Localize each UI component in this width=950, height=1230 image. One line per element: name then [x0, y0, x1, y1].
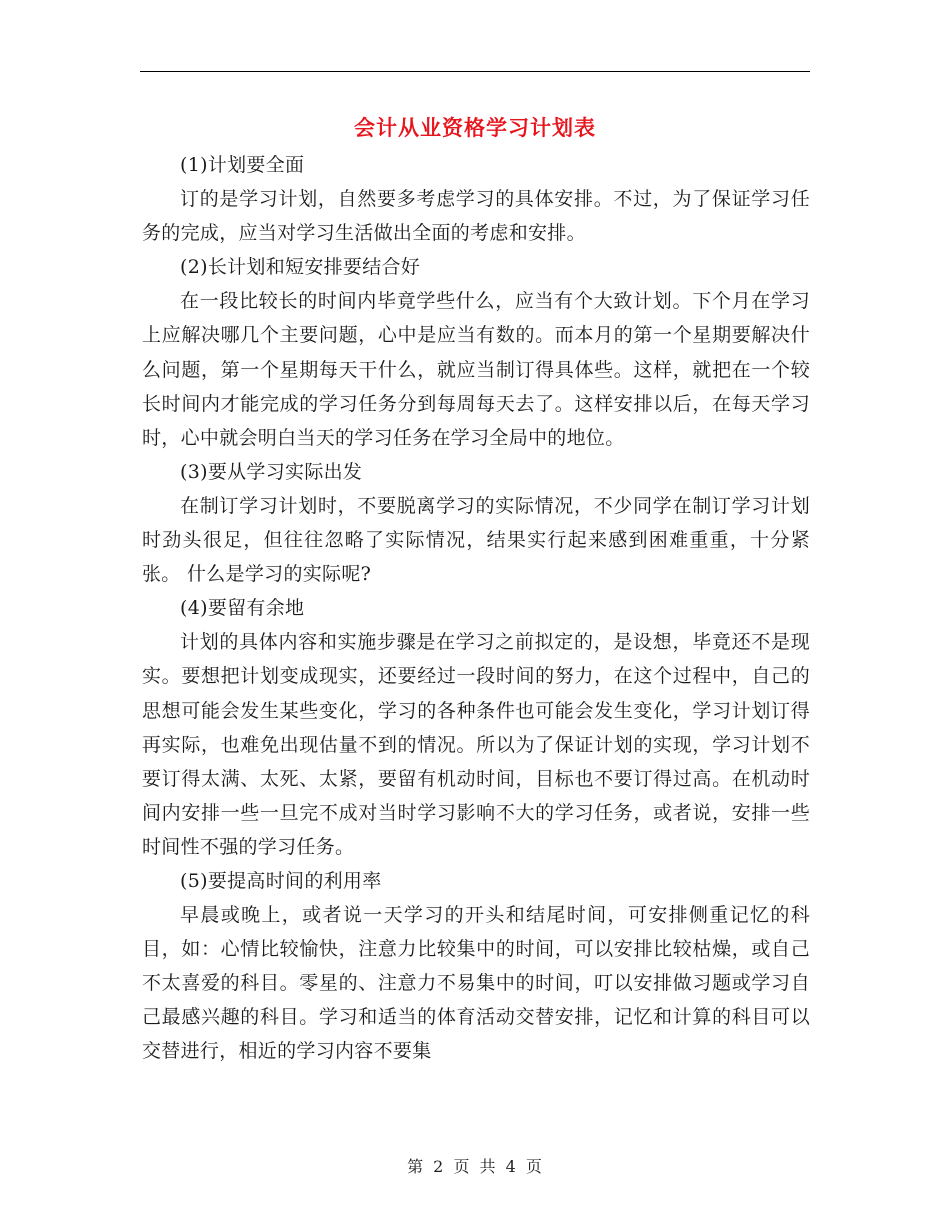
paragraph-4: 计划的具体内容和实施步骤是在学习之前拟定的，是设想，毕竟还不是现实。要想把计划变成现实，还要经过一段时间的努力，在这个过程中，自己的思想可能会发生某些变化，学习的各种条件也可能会发生变化，学习计划订得再实际，也难免出现估量不到的情况。所以为了保证计划的实现，学习计划不要订得太满、太死、太紧，要留有机动时间，目标也不要订得过高。在机动时间内安排一些一旦完不成对当时学习影响不大的学习任务，或者说，安排一些时间性不强的学习任务。	[142, 631, 810, 858]
document-title: 会计从业资格学习计划表	[354, 115, 596, 140]
document-body	[142, 148, 810, 1069]
header-rule	[140, 71, 810, 72]
section-heading-3: (3)要从学习实际出发	[180, 460, 363, 483]
paragraph-5: 早晨或晚上，或者说一天学习的开头和结尾时间，可安排侧重记忆的科目，如：心情比较愉快，注意力比较集中的时间，可以安排比较枯燥，或自己不太喜爱的科目。零星的、注意力不易集中的时间，叮以安排做习题或学习自己最感兴趣的科目。学习和适当的体育活动交替安排，记忆和计算的科目可以交替进行，相近的学习内容不要集	[142, 904, 810, 1063]
page-footer: 第 2 页 共 4 页	[407, 1157, 543, 1176]
section-heading-2: (2)长计划和短安排要结合好	[180, 256, 421, 279]
paragraph-1: 订的是学习计划，自然要多考虑学习的具体安排。不过，为了保证学习任务的完成，应当对学习生活做出全面的考虑和安排。	[142, 188, 810, 245]
paragraph-3: 在制订学习计划时，不要脱离学习的实际情况，不少同学在制订学习计划时劲头很足，但往往忽略了实际情况，结果实行起来感到困难重重，十分紧张。 什么是学习的实际呢?	[142, 494, 810, 586]
paragraph-2: 在一段比较长的时间内毕竟学些什么，应当有个大致计划。下个月在学习上应解决哪几个主要问题，心中是应当有数的。而本月的第一个星期要解决什么问题，第一个星期每天干什么，就应当制订得具体些。这样，就把在一个较长时间内才能完成的学习任务分到每周每天去了。这样安排以后，在每天学习时，心中就会明白当天的学习任务在学习全局中的地位。	[142, 290, 810, 449]
section-heading-1: (1)计划要全面	[180, 154, 305, 176]
section-heading-4: (4)要留有余地	[180, 597, 305, 620]
section-heading-5: (5)要提高时间的利用率	[180, 869, 382, 892]
